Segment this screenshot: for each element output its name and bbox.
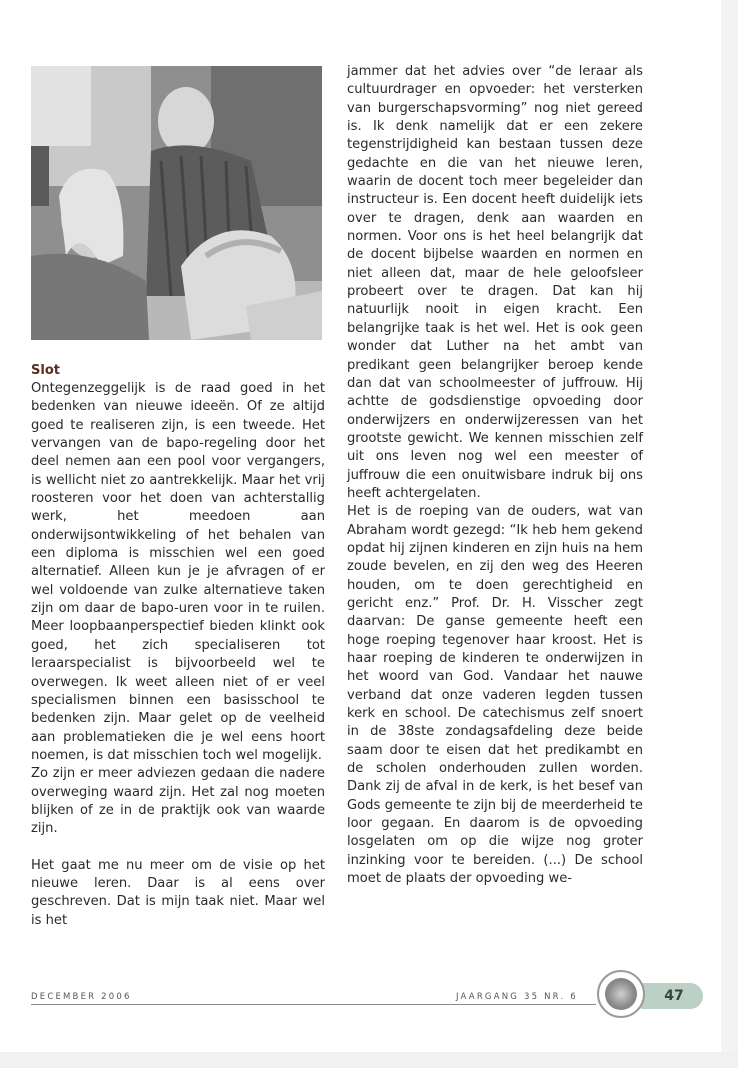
paragraph: Ontegenzeggelijk is de raad goed in het bedenken van nieuwe ideeën. Of ze altijd goed te realiseren zijn, is een tweede. Het vervangen van de bapo-regeling door het deel nemen aan een pool voor vergangers, is wellicht niet zo aantrekkelijk. Maar het vrij roosteren voor het doen van achterstallig werk, het meedoen aan onderwijsontwikkeling of het behalen van een diploma is misschien wel een goed alternatief. Alleen kun je je afvragen of er wel voldoende van zulke alternatieve taken zijn om daar de bapo-uren voor in te ruilen. Meer loopbaanperspectief bieden klinkt ook goed, het zich specialiseren tot leraarspecialist is bijvoorbeeld wel te overwegen. Ik weet alleen niet of er veel specialismen binnen een basisschool te bedenken zijn. Maar gelet op de veelheid aan problematieken die je wel eens hoort noemen, is dat misschien toch wel mogelijk. bbox=[31, 381, 325, 763]
classroom-photo bbox=[31, 66, 322, 340]
left-text-column bbox=[31, 362, 325, 930]
right-text-column bbox=[347, 63, 643, 888]
page-edge-bottom bbox=[0, 1052, 738, 1068]
seal-icon bbox=[597, 970, 645, 1018]
section-heading: Slot bbox=[31, 363, 60, 378]
footer-date: DECEMBER 2006 bbox=[31, 992, 132, 1002]
paragraph: Het gaat me nu meer om de visie op het nieuwe leren. Daar is al eens over geschreven. Dat is mijn taak niet. Maar wel is het bbox=[31, 857, 325, 928]
paragraph: Het is de roeping van de ouders, wat van Abraham wordt gezegd: “Ik heb hem gekend opdat hij zijnen kinderen en zijn huis na hem zoude bevelen, en zij den weg des Heeren houden, om te doen gerechtigheid en gericht enz.” Prof. Dr. H. Visscher zegt daarvan: De ganse gemeente heeft een hoge roeping tegenover haar kroost. Het is haar roeping de kinderen te onderwijzen in het woord van God. Vandaar het nauwe verband dat onze vaderen legden tussen kerk en school. De catechismus zelf snoert in de 38ste zondagsafdeling deze beide saam door te eisen dat het predikambt en de scholen onderhouden zullen worden. Dank zij de afval in de kerk, is het besef van Gods gemeente te zijn bij de meerderheid te loor gegaan. En daarom is de opvoeding losgelaten om op die wijze nog groter inzinking voor te bereiden. (...) De school moet de plaats der opvoeding we- bbox=[347, 504, 643, 887]
page-number: 47 bbox=[641, 983, 703, 1009]
paragraph: jammer dat het advies over “de leraar als cultuurdrager en opvoeder: het versterken van burgerschapsvorming” nog niet gereed is. Ik denk namelijk dat er een zekere tegenstrijdigheid kan bestaan tussen deze gedachte en die van het nieuwe leren, waarin de docent toch meer begeleider dan instructeur is. Een docent heeft duidelijk iets over te dragen, denk aan waarden en normen. Voor ons is het heel belangrijk dat de docent bijbelse waarden en normen en niet alleen dat, maar de hele geloofsleer probeert over te dragen. Dat kan hij natuurlijk nooit in eigen kracht. Een belangrijke taak is het wel. Het is ook geen wonder dat Luther na het ambt van predikant geen belangrijker beroep kende dan dat van schoolmeester of juffrouw. Hij achtte de godsdienstige opvoeding door onderwijzers en onderwijzeressen van het grootste gewicht. We kennen misschien zelf uit ons leven nog wel een meester of juffrouw die een onuitwisbare indruk bij ons heeft achtergelaten. bbox=[347, 64, 643, 501]
paragraph: Zo zijn er meer adviezen gedaan die nadere overweging waard zijn. Het zal nog moeten blijken of ze in de praktijk ook van waarde zijn. bbox=[31, 766, 325, 837]
page-edge-right bbox=[721, 0, 738, 1068]
footer-volume: JAARGANG 35 NR. 6 bbox=[456, 992, 578, 1002]
footer-divider bbox=[31, 1004, 596, 1005]
